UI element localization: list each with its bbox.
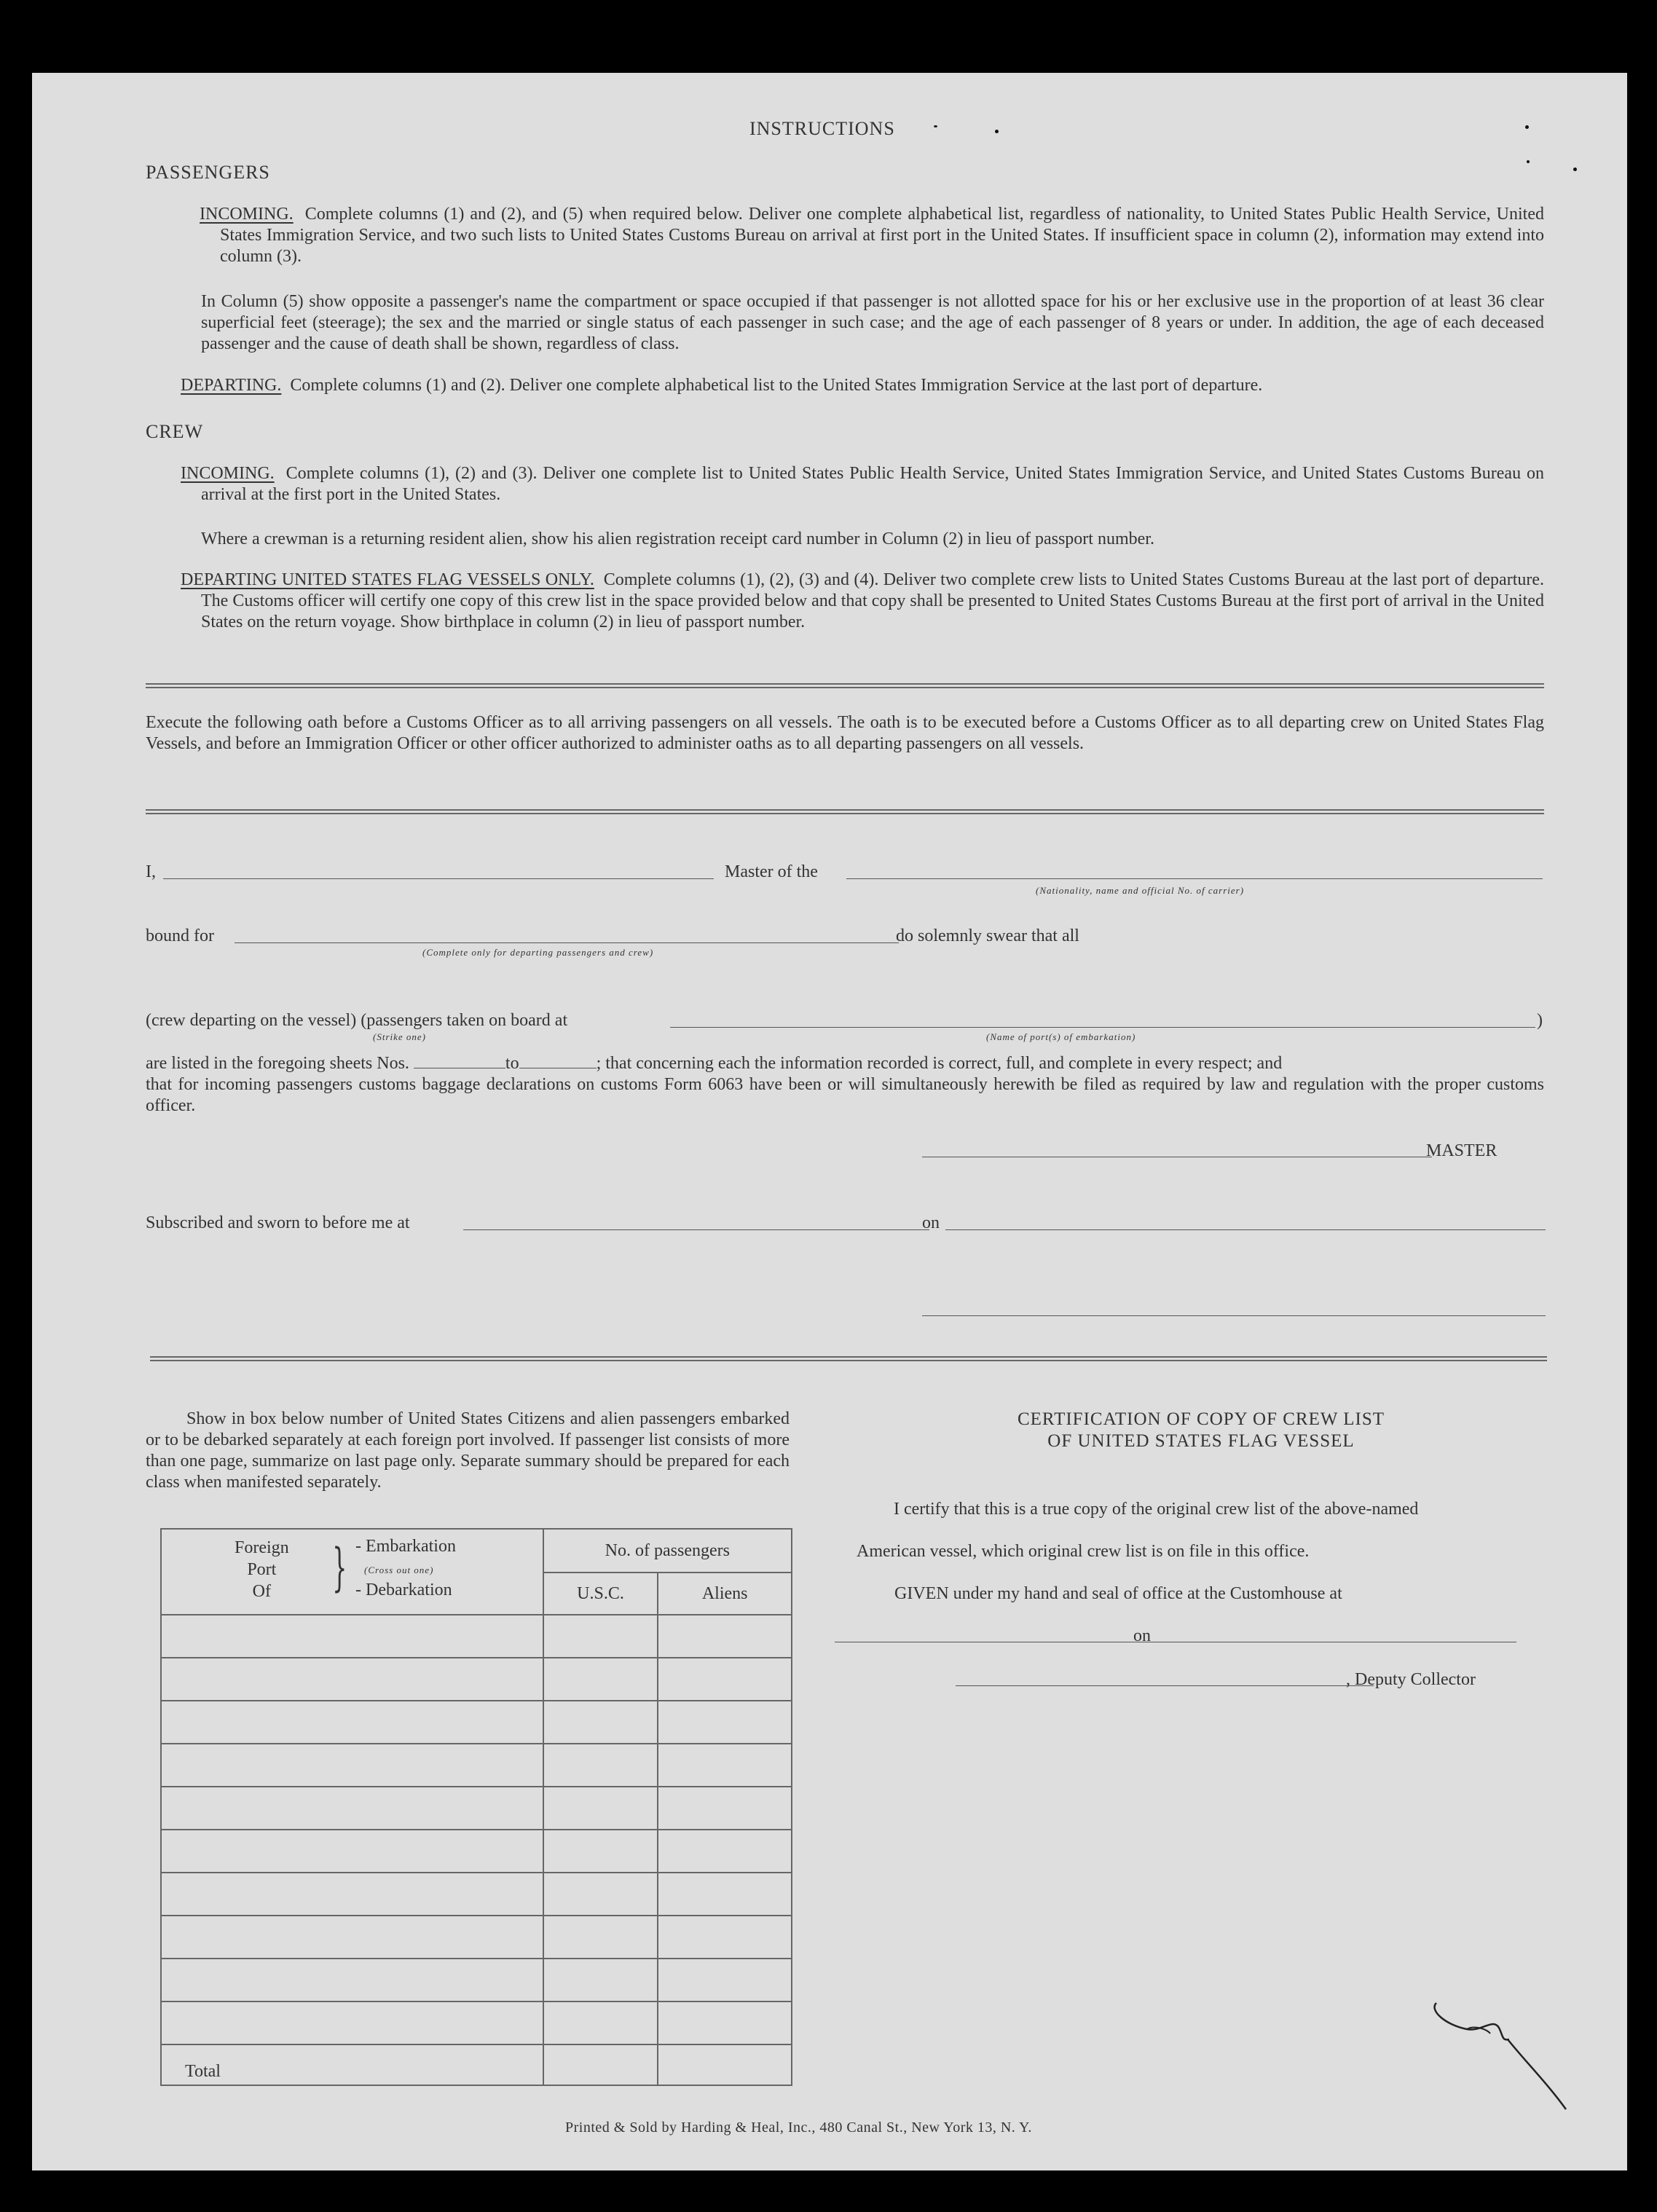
of-label: Of: [252, 1582, 271, 1601]
crew-incoming-text: Complete columns (1), (2) and (3). Deliver one complete list to United States Public Health Service, United States Immigration Service, and United States Customs Bureau on arrival at the first port in the United States.: [201, 464, 1545, 504]
ports-field[interactable]: [670, 1027, 1535, 1028]
strike-one-caption: (Strike one): [373, 1031, 427, 1042]
usc-cell[interactable]: [543, 2002, 658, 2044]
pencil-mark: [1423, 1996, 1591, 2119]
page-title: INSTRUCTIONS: [749, 118, 895, 139]
passengers-incoming-text: Complete columns (1) and (2), and (5) when required below. Deliver one complete alphabetical list, regardless of nationality, to United States Public Health Service, United States Immigration Service, and two such lists to United States Customs Bureau on arrival at first port in the United States. If insufficient space in column (2), information may extend into column (3).: [220, 205, 1545, 266]
certification-heading: [862, 1409, 1540, 1452]
aliens-header: Aliens: [658, 1573, 792, 1615]
table-row: [161, 1873, 792, 1916]
aliens-cell[interactable]: [658, 2002, 792, 2044]
cert-on-label: on: [1133, 1626, 1151, 1645]
to-label: to: [505, 1054, 519, 1073]
embarkation-option[interactable]: - Embarkation: [355, 1537, 456, 1556]
table-row: [161, 1916, 792, 1959]
crew-heading: CREW: [146, 421, 204, 442]
port-cell[interactable]: [161, 2002, 543, 2044]
foreign-label: Foreign: [235, 1538, 289, 1557]
port-cell[interactable]: [161, 1744, 543, 1787]
total-label: Total: [161, 2044, 543, 2085]
crew-departing-label: DEPARTING UNITED STATES FLAG VESSELS ONLY.: [181, 570, 594, 589]
port-cell[interactable]: [161, 1830, 543, 1873]
oath-instructions: Execute the following oath before a Customs Officer as to all arriving passengers on all vessels. The oath is to be executed before a Customs Officer as to all departing crew on United States Flag Vessels, and before an Immigration Officer or other officer authorized to administer oaths as to all departing passengers on all vessels.: [146, 713, 1544, 753]
deputy-signature-field[interactable]: [956, 1685, 1374, 1686]
port-cell[interactable]: [161, 1873, 543, 1916]
aliens-cell[interactable]: [658, 1615, 792, 1658]
ports-caption: (Name of port(s) of embarkation): [986, 1031, 1136, 1042]
section-divider: [150, 1356, 1547, 1361]
usc-cell[interactable]: [543, 1916, 658, 1959]
aliens-cell[interactable]: [658, 1787, 792, 1830]
section-divider: [146, 683, 1544, 688]
carrier-caption: (Nationality, name and official No. of carrier): [1036, 885, 1245, 896]
no-passengers-header: No. of passengers: [543, 1529, 792, 1573]
usc-total-cell[interactable]: [543, 2044, 658, 2085]
listed-suffix: ; that concerning each the information recorded is correct, full, and complete in every respect; and: [596, 1054, 1283, 1073]
sworn-place-field[interactable]: [463, 1229, 929, 1230]
usc-cell[interactable]: [543, 1787, 658, 1830]
listed-line-1: [146, 1053, 1282, 1074]
ink-speck: [995, 130, 999, 133]
table-row: [161, 1830, 792, 1873]
bound-for-field[interactable]: [235, 942, 899, 943]
port-cell[interactable]: [161, 1916, 543, 1959]
passengers-incoming-paragraph: [200, 204, 1544, 267]
table-row: [161, 2002, 792, 2044]
form-page: [32, 73, 1627, 2170]
passengers-departing-label: DEPARTING.: [181, 376, 282, 395]
crew-incoming-label: INCOMING.: [181, 464, 275, 483]
certify-line-1: I certify that this is a true copy of the original crew list of the above-named: [894, 1500, 1419, 1519]
aliens-cell[interactable]: [658, 1916, 792, 1959]
usc-cell[interactable]: [543, 1873, 658, 1916]
usc-cell[interactable]: [543, 1830, 658, 1873]
aliens-cell[interactable]: [658, 1873, 792, 1916]
ink-speck: [1527, 160, 1530, 163]
deputy-collector-label: , Deputy Collector: [1346, 1670, 1476, 1689]
ink-speck: [1525, 125, 1529, 129]
crew-crewman-paragraph: Where a crewman is a returning resident alien, show his alien registration receipt card number in Column (2) in lieu of passport number.: [201, 530, 1154, 548]
passengers-heading: PASSENGERS: [146, 162, 270, 183]
sworn-on-label: on: [922, 1213, 940, 1232]
printer-footer: Printed & Sold by Harding & Heal, Inc., 480 Canal St., New York 13, N. Y.: [565, 2119, 1032, 2136]
summary-intro: Show in box below number of United States Citizens and alien passengers embarked or to be debarked separately at each foreign port involved. If passenger list consists of more than one page, summarize on last page only. Separate summary should be prepared for each class when manifested separately.: [146, 1409, 790, 1492]
bound-for-caption: (Complete only for departing passengers and crew): [422, 947, 654, 958]
port-cell[interactable]: [161, 1959, 543, 2002]
port-cell[interactable]: [161, 1615, 543, 1658]
aliens-cell[interactable]: [658, 1744, 792, 1787]
port-cell[interactable]: [161, 1701, 543, 1744]
listed-prefix: are listed in the foregoing sheets Nos.: [146, 1054, 409, 1073]
port-cell[interactable]: [161, 1658, 543, 1701]
crew-departing-text: (crew departing on the vessel) (passengers taken on board at: [146, 1011, 568, 1030]
usc-cell[interactable]: [543, 1658, 658, 1701]
table-row: [161, 1959, 792, 2002]
bound-for-label: bound for: [146, 926, 214, 945]
section-divider: [146, 809, 1544, 814]
table-row: [161, 1701, 792, 1744]
total-row: [161, 2044, 792, 2085]
certify-line-2: American vessel, which original crew list is on file in this office.: [857, 1542, 1310, 1561]
aliens-cell[interactable]: [658, 1701, 792, 1744]
passenger-summary-table: [160, 1528, 792, 2086]
aliens-cell[interactable]: [658, 1658, 792, 1701]
certification-heading-line-1: CERTIFICATION OF COPY OF CREW LIST: [1017, 1409, 1385, 1429]
aliens-total-cell[interactable]: [658, 2044, 792, 2085]
usc-cell[interactable]: [543, 1701, 658, 1744]
port-cell[interactable]: [161, 1787, 543, 1830]
aliens-cell[interactable]: [658, 1830, 792, 1873]
oath-i-label: I,: [146, 862, 156, 881]
debarkation-option[interactable]: - Debarkation: [355, 1581, 452, 1599]
certification-heading-line-2: OF UNITED STATES FLAG VESSEL: [1047, 1431, 1355, 1451]
aliens-cell[interactable]: [658, 1959, 792, 2002]
table-row: [161, 1744, 792, 1787]
table-row: [161, 1615, 792, 1658]
carrier-field[interactable]: [846, 878, 1543, 879]
crew-incoming-paragraph: [181, 463, 1544, 505]
foreign-port-header: [161, 1529, 543, 1615]
usc-cell[interactable]: [543, 1744, 658, 1787]
crew-departing-paragraph: [181, 570, 1544, 633]
port-label: Port: [247, 1560, 277, 1579]
given-text: GIVEN under my hand and seal of office at the Customhouse at: [894, 1584, 1342, 1603]
passengers-departing-text: Complete columns (1) and (2). Deliver one complete alphabetical list to the United States Immigration Service at the last port of departure.: [290, 376, 1263, 395]
ink-speck: [1573, 168, 1577, 171]
sworn-date-field[interactable]: [945, 1229, 1546, 1230]
brace-icon: }: [332, 1538, 347, 1597]
usc-cell[interactable]: [543, 1959, 658, 2002]
swear-text: do solemnly swear that all: [896, 926, 1079, 945]
crew-departing-text: Complete columns (1), (2), (3) and (4). Deliver two complete crew lists to United States Customs Bureau at the last port of departure. The Customs officer will certify one copy of this crew list in the space provided below and that copy shall be presented to United States Customs Bureau at the first port of arrival in the United States on the return voyage. Show birthplace in column (2) in lieu of passport number.: [201, 570, 1545, 631]
officer-signature-field[interactable]: [922, 1315, 1546, 1316]
cross-out-caption: (Cross out one): [364, 1564, 434, 1575]
table-row: [161, 1787, 792, 1830]
close-paren: ): [1537, 1011, 1543, 1030]
usc-cell[interactable]: [543, 1615, 658, 1658]
passengers-incoming-label: INCOMING.: [200, 205, 294, 224]
passengers-departing-paragraph: [181, 375, 1550, 396]
master-label: MASTER: [1426, 1141, 1497, 1160]
subscribed-label: Subscribed and sworn to before me at: [146, 1213, 410, 1232]
usc-header: U.S.C.: [543, 1573, 658, 1615]
passengers-column5-paragraph: In Column (5) show opposite a passenger's name the compartment or space occupied if that passenger is not allotted space for his or her exclusive use in the proportion of at least 36 clear superficial feet (steerage); the sex and the married or single status of each passenger in such case; and the age of each passenger of 8 years or under. In addition, the age of each deceased passenger and the cause of death shall be shown, regardless of class.: [201, 292, 1544, 353]
master-of-the-label: Master of the: [725, 862, 818, 881]
listed-line-2: that for incoming passengers customs baggage declarations on customs Form 6063 have been or will simultaneously herewith be filed as required by law and regulation with the proper customs officer.: [146, 1075, 1544, 1115]
master-name-field[interactable]: [163, 878, 714, 879]
ink-speck: [934, 125, 937, 127]
table-row: [161, 1658, 792, 1701]
